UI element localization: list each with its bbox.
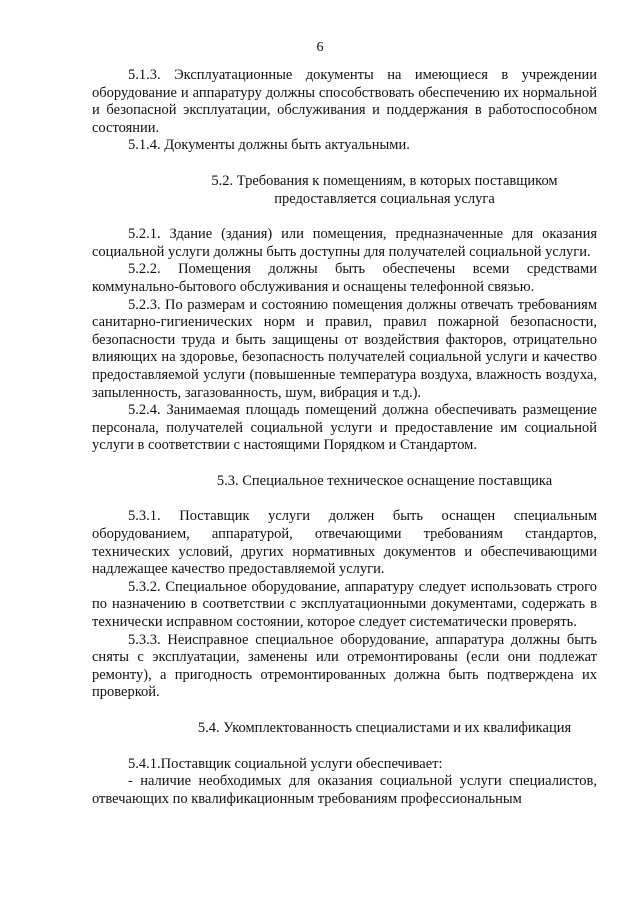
heading-5-4: 5.4. Укомплектованность специалистами и их квалификация	[197, 720, 572, 736]
heading-5-2-line-1: 5.2. Требования к помещениям, в которых поставщиком	[211, 172, 558, 189]
paragraph-5-1-3: 5.1.3. Эксплуатационные документы на имеющиеся в учреждении оборудование и аппаратуру должны способствовать обеспечению их нормальной и безопасной эксплуатации, обслуживания и поддержания в работоспособном состоянии.	[92, 67, 597, 136]
paragraph-5-3-3: 5.3.3. Неисправное специальное оборудование, аппаратура должны быть сняты с эксплуатации, заменены или отремонтированы (если они подлежат ремонту), а пригодность отремонтированных должна быть подтверждена их проверкой.	[92, 631, 597, 701]
paragraph-5-2-4: 5.2.4. Занимаемая площадь помещений должна обеспечивать размещение персонала, получателей социальной услуги и предоставление им социальной услуги в соответствии с настоящими Порядком и Стандартом.	[92, 402, 597, 454]
paragraph-5-4-1-item: - наличие необходимых для оказания социальной услуги специалистов, отвечающих по квалификационным требованиям профессиональным	[92, 773, 597, 807]
document-body	[92, 67, 597, 808]
paragraph-5-3-1: 5.3.1. Поставщик услуги должен быть оснащен специальным оборудованием, аппаратурой, отвечающими требованиям стандартов, технических условий, других нормативных документов и обеспечивающими надлежащее качество предоставляемой услуги.	[92, 508, 597, 578]
paragraph-5-1-4: 5.1.4. Документы должны быть актуальными.	[128, 137, 410, 154]
paragraph-5-2-1: 5.2.1. Здание (здания) или помещения, предназначенные для оказания социальной услуги должны быть доступны для получателей социальной услуги.	[92, 226, 597, 260]
heading-5-3: 5.3. Специальное техническое оснащение поставщика	[216, 472, 553, 489]
paragraph-5-2-2: 5.2.2. Помещения должны быть обеспечены всеми средствами коммунально-бытового обслуживания и оснащены телефонной связью.	[92, 261, 597, 295]
paragraph-5-2-3: 5.2.3. По размерам и состоянию помещения должны отвечать требованиям санитарно-гигиенических норм и правил, правил пожарной безопасности, безопасности труда и быть защищены от воздействия факторов, отрицательно влияющих на здоровье, безопасность получателей социальной услуги и качество предоставляемой услуги (повышенные температура воздуха, влажность воздуха, запыленность, загазованность, шум, вибрация и т.д.).	[92, 296, 597, 401]
page-number: 6	[316, 40, 324, 55]
paragraph-5-3-2: 5.3.2. Специальное оборудование, аппаратуру следует использовать строго по назначению в соответствии с эксплуатационными документами, содержать в технически исправном состоянии, которое следует систематически проверять.	[92, 578, 597, 631]
heading-5-2-line-2: предоставляется социальная услуга	[274, 190, 495, 207]
paragraph-5-4-1: 5.4.1.Поставщик социальной услуги обеспечивает:	[128, 755, 443, 772]
heading-5-2	[92, 173, 597, 208]
